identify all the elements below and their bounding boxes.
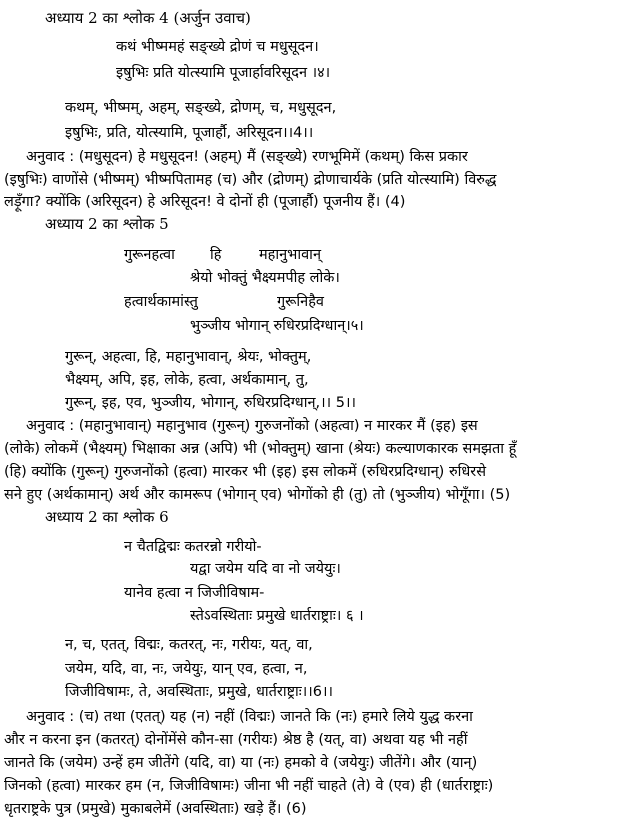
word-split-line: भैक्ष्यम्, अपि, इह, लोके, हत्वा, अर्थकामान्, तु, [65, 372, 309, 388]
translation-line: और न करना इन (कतरत्) दोनोंमेंसे कौन-सा (गरीयः) श्रेष्ठ है (यत्, वा) अथवा यह भी नहीं [4, 732, 468, 748]
translation-line: (इषुभिः) वाणोंसे (भीष्मम्) भीष्मपितामह (च) और (द्रोणम्) द्रोणाचार्यके (प्रति योत्स्यामि) विरुद्ध [4, 172, 497, 188]
shloka-word: हत्वार्थकामांस्तु [124, 294, 198, 310]
translation-line: सने हुए (अर्थकामान्) अर्थ और कामरूप (भोगान् एव) भोगोंको ही (तु) तो (भुञ्जीय) भोगूँगा। (5) [4, 487, 511, 503]
translation-line: धृतराष्ट्रके पुत्र (प्रमुखे) मुकाबलेमें (अवस्थिताः) खड़े हैं। (6) [4, 801, 307, 817]
translation-line: अनुवाद : (महानुभावान्) महानुभाव (गुरून्) गुरुजनोंको (अहत्वा) न मारकर मैं (इह) इस [26, 418, 478, 434]
translation-line: अनुवाद : (मधुसूदन) हे मधुसूदन! (अहम्) मैं (सङ्ख्ये) रणभूमिमें (कथम्) किस प्रकार [26, 149, 468, 165]
word-split-line: गुरून्, इह, एव, भुञ्जीय, भोगान्, रुधिरप्रदिग्धान्,।। 5।। [65, 395, 356, 411]
shloka-line: इषुभिः प्रति योत्स्यामि पूजार्हावरिसूदन ।४। [116, 65, 331, 81]
shloka-word: गुरूनहत्वा [124, 247, 175, 263]
translation-line: जानते कि (जयेम) उन्हें हम जीतेंगे (यदि, वा) या (नः) हमको वे (जयेयुः) जीतेंगे। और (यान्) [4, 755, 478, 771]
section-heading: अध्याय 2 का श्लोक 5 [45, 215, 169, 233]
shloka-word: हि [210, 247, 222, 263]
translation-line: लड़ूँगा? क्योंकि (अरिसूदन) हे अरिसूदन! वे दोनों ही (पूजार्हौ) पूजनीय हैं। (4) [4, 194, 406, 210]
section-heading: अध्याय 2 का श्लोक 6 [45, 508, 169, 526]
word-split-line: गुरून्, अहत्वा, हि, महानुभावान्, श्रेयः, भोक्तुम्, [65, 349, 312, 365]
shloka-word: महानुभावान् [259, 247, 321, 263]
word-split-line: कथम्, भीष्मम्, अहम्, सङ्ख्ये, द्रोणम्, च, मधुसूदन, [65, 100, 337, 116]
shloka-line: भुञ्जीय भोगान् रुधिरप्रदिग्धान्।५। [190, 318, 364, 334]
translation-line: (हि) क्योंकि (गुरून्) गुरुजनोंको (हत्वा) मारकर भी (इह) इस लोकमें (रुधिरप्रदिग्धान्) रुधिरसे [4, 464, 487, 480]
shloka-line: यद्वा जयेम यदि वा नो जयेयुः। [190, 561, 341, 577]
section-heading: अध्याय 2 का श्लोक 4 (अर्जुन उवाच) [45, 9, 251, 27]
translation-line: अनुवाद : (च) तथा (एतत्) यह (न) नहीं (विद्मः) जानते कि (नः) हमारे लिये युद्ध करना [26, 709, 473, 725]
word-split-line: न, च, एतत्, विद्मः, कतरत्, नः, गरीयः, यत्, वा, [65, 637, 313, 653]
word-split-line: जिजीविषामः, ते, अवस्थिताः, प्रमुखे, धार्तराष्ट्राः।।6।। [65, 684, 333, 700]
shloka-line: यानेव हत्वा न जिजीविषाम- [124, 585, 265, 601]
translation-line: जिनको (हत्वा) मारकर हम (न, जिजीविषामः) जीना भी नहीं चाहते (ते) वे (एव) ही (धार्तराष्ट्राः) [4, 778, 494, 794]
shloka-line: श्रेयो भोक्तुं भैक्ष्यमपीह लोके। [190, 270, 340, 286]
word-split-line: इषुभिः, प्रति, योत्स्यामि, पूजार्हौ, अरिसूदन।।4।। [65, 125, 314, 141]
translation-line: (लोके) लोकमें (भैक्ष्यम्) भिक्षाका अन्न (अपि) भी (भोक्तुम्) खाना (श्रेयः) कल्याणकारक समझता हूँ [4, 441, 517, 457]
word-split-line: जयेम, यदि, वा, नः, जयेयुः, यान् एव, हत्वा, न, [65, 661, 308, 677]
shloka-word: गुरूनिहैव [277, 294, 324, 310]
shloka-line: कथं भीष्ममहं सङ्ख्ये द्रोणं च मधुसूदन। [116, 39, 319, 55]
shloka-line: न चैतद्विद्मः कतरन्नो गरीयो- [124, 539, 262, 555]
shloka-line: स्तेऽवस्थिताः प्रमुखे धार्तराष्ट्राः। ६ । [190, 608, 364, 624]
